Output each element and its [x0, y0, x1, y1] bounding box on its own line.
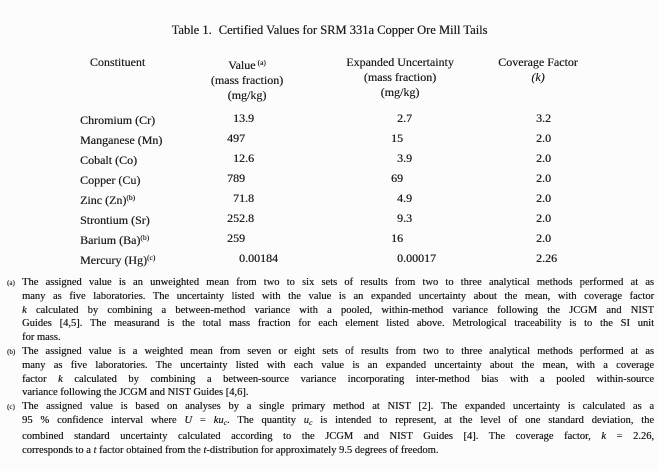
uncertainty-int: 3 [397, 151, 403, 165]
footnote-text-segment: c [308, 417, 313, 427]
footnote-text-segment: t [203, 444, 207, 456]
uncertainty-int: 69 [391, 171, 403, 185]
value-frac: .6 [245, 151, 254, 165]
uncertainty-frac: .9 [403, 191, 412, 205]
footnote-line [22, 386, 654, 400]
col-header-uncertainty-unit1: (mass fraction) [363, 70, 437, 84]
coverage-int: 3 [536, 111, 542, 125]
table-title-text: Certified Values for SRM 331a Copper Ore Mill Tails [218, 23, 488, 37]
col-header-coverage-symbol: (k) [531, 70, 545, 84]
footnote-text-segment: factor obtained from the [96, 444, 204, 456]
col-header-value [160, 55, 334, 103]
footnote-text-segment: many as five laboratories. The uncertainty listed with the value is an expanded uncertainty about the mean, with coverage factor [22, 290, 654, 302]
uncertainty-cell [330, 168, 480, 188]
footnote-text-segment: . The quantity [226, 414, 304, 426]
uncertainty-int: 16 [391, 231, 403, 245]
coverage-int: 2 [536, 171, 542, 185]
table-row [0, 128, 659, 148]
value-int: 13 [233, 111, 245, 125]
col-header-value-label: Value [228, 58, 256, 72]
constituent-footnote-ref: (b) [140, 233, 150, 242]
footnote-b [7, 345, 654, 400]
coverage-frac: .0 [542, 211, 551, 225]
footnote-text-segment: t [93, 444, 97, 456]
table-row [0, 208, 659, 228]
uncertainty-int: 15 [391, 131, 403, 145]
footnote-line [22, 317, 654, 331]
coverage-frac: .26 [542, 251, 557, 265]
constituent-name: Cobalt (Co) [80, 153, 137, 167]
value-int: 12 [233, 151, 245, 165]
footnote-text-segment: 95 % confidence interval where [22, 414, 185, 426]
footnote-text-segment: u [303, 414, 309, 426]
footnote-ref-a: (a) [257, 58, 266, 67]
footnote-text-segment: calculated by combining a between-method variance with a pooled, within-method variance following the JCGM and NIST [26, 304, 654, 316]
coverage-int: 2 [536, 251, 542, 265]
constituent-name: Copper (Cu) [80, 173, 141, 187]
value-frac: .9 [245, 111, 254, 125]
coverage-cell [480, 188, 655, 208]
col-header-value-unit2: (mg/kg) [227, 88, 267, 102]
col-header-uncertainty [320, 55, 480, 100]
coverage-cell [480, 228, 655, 248]
uncertainty-frac: .3 [403, 211, 412, 225]
col-header-constituent [60, 55, 175, 70]
table-row [0, 228, 659, 248]
footnote-line [22, 331, 654, 345]
constituent-name: Zinc (Zn) [80, 193, 127, 207]
constituent-name: Barium (Ba) [80, 233, 141, 247]
footnote-text-segment: = [191, 414, 214, 426]
footnote-line [22, 345, 654, 359]
footnote-marker: (a) [7, 279, 15, 287]
uncertainty-int: 2 [397, 111, 403, 125]
uncertainty-frac: .7 [403, 111, 412, 125]
footnote-a [7, 276, 654, 345]
table-row [0, 248, 659, 268]
value-int: 497 [227, 131, 245, 145]
footnote-text-segment: k [601, 430, 606, 442]
value-cell [160, 128, 330, 148]
table-title [0, 23, 659, 38]
value-frac: .8 [245, 191, 254, 205]
footnote-text-segment: Guides [4,5]. The measurand is the total mass fraction for each element listed above. Metrological traceability is to the SI unit [22, 318, 654, 330]
uncertainty-int: 4 [397, 191, 403, 205]
footnote-line [22, 414, 654, 430]
uncertainty-cell [330, 208, 480, 228]
footnote-line [22, 444, 654, 458]
footnote-line [22, 359, 654, 373]
uncertainty-frac: .00017 [403, 251, 436, 265]
footnote-line [22, 276, 654, 290]
footnote-line [22, 290, 654, 304]
col-header-constituent-label: Constituent [89, 55, 146, 69]
footnote-text-segment: factor [22, 373, 59, 385]
footnote-text-segment: k [58, 373, 63, 385]
uncertainty-cell [330, 108, 480, 128]
footnote-line [22, 304, 654, 318]
coverage-frac: .0 [542, 151, 551, 165]
footnote-text-segment: corresponds to a [22, 444, 94, 456]
coverage-frac: .0 [542, 171, 551, 185]
col-header-uncertainty-label: Expanded Uncertainty [346, 55, 454, 69]
footnote-text-segment: for mass. [22, 332, 61, 344]
uncertainty-int: 0 [397, 251, 403, 265]
table-title-label: Table 1. [171, 23, 212, 37]
value-frac: .8 [245, 211, 254, 225]
uncertainty-int: 9 [397, 211, 403, 225]
value-cell [160, 148, 330, 168]
coverage-frac: .0 [542, 231, 551, 245]
footnote-text-segment: calculated by combining a between-source variance incorporating inter-method bias with a pooled within-source [62, 373, 654, 385]
value-int: 71 [233, 191, 245, 205]
coverage-frac: .0 [542, 191, 551, 205]
footnote-text-segment: = 2.26, [605, 430, 654, 442]
value-cell [160, 208, 330, 228]
table-row [0, 168, 659, 188]
coverage-int: 2 [536, 191, 542, 205]
footnote-text-segment: variance following the JCGM and NIST Guides [4,6]. [22, 387, 249, 399]
coverage-int: 2 [536, 211, 542, 225]
footnote-text-segment: is intended to represent, at the level of one standard deviation, the [312, 414, 655, 426]
value-cell [160, 248, 330, 268]
coverage-cell [480, 108, 655, 128]
coverage-int: 2 [536, 131, 542, 145]
footnote-text-segment: -distribution for approximately 9.5 degrees of freedom. [206, 444, 439, 456]
value-cell [160, 108, 330, 128]
uncertainty-cell [330, 228, 480, 248]
coverage-frac: .0 [542, 131, 551, 145]
value-int: 252 [227, 211, 245, 225]
coverage-int: 2 [536, 231, 542, 245]
footnote-line [22, 400, 654, 414]
value-int: 259 [227, 231, 245, 245]
footnote-text-segment: The assigned value is an unweighted mean from two to six sets of results from two to three analytical methods performed at as [22, 277, 654, 288]
table-row [0, 148, 659, 168]
coverage-cell [480, 148, 655, 168]
coverage-cell [480, 208, 655, 228]
uncertainty-cell [330, 188, 480, 208]
footnote-line [22, 373, 654, 387]
coverage-cell [480, 128, 655, 148]
constituent-footnote-ref: (c) [146, 253, 156, 262]
footnote-text-segment: c [223, 417, 227, 427]
col-header-coverage [470, 55, 606, 85]
constituent-name: Strontium (Sr) [80, 213, 150, 227]
footnote-text-segment: k [22, 304, 27, 316]
value-frac: .00184 [245, 251, 278, 265]
coverage-cell [480, 248, 655, 268]
footnote-text-segment: The assigned value is based on analyses by a single primary method at NIST [2]. The expanded uncertainty is calculated as a [22, 401, 654, 413]
value-int: 789 [227, 171, 245, 185]
constituent-footnote-ref: (b) [126, 193, 136, 202]
uncertainty-cell [330, 148, 480, 168]
footnote-text-segment: combined standard uncertainty calculated according to the JCGM and NIST Guides [4]. The coverage factor, [22, 430, 602, 442]
constituent-name: Chromium (Cr) [80, 113, 155, 127]
uncertainty-cell [330, 248, 480, 268]
table-row [0, 108, 659, 128]
footnote-marker: (c) [7, 403, 15, 412]
value-cell [160, 188, 330, 208]
constituent-name: Mercury (Hg) [80, 253, 147, 267]
footnote-c [7, 400, 655, 457]
col-header-uncertainty-unit2: (mg/kg) [380, 85, 420, 99]
coverage-int: 2 [536, 151, 542, 165]
uncertainty-frac: .9 [403, 151, 412, 165]
footnotes [7, 276, 655, 457]
constituent-name: Manganese (Mn) [80, 133, 163, 147]
table-rows [0, 108, 659, 268]
footnote-text-segment: ku [213, 414, 224, 426]
table-row [0, 188, 659, 208]
value-cell [160, 168, 330, 188]
uncertainty-cell [330, 128, 480, 148]
footnote-text-segment: The assigned value is a weighted mean from seven or eight sets of results from two to three analytical methods performed at as [22, 345, 654, 357]
footnote-marker: (b) [7, 347, 16, 356]
footnote-text-segment: many as five laboratories. The uncertainty listed with each value is an expanded uncertainty about the mean, with a coverage [22, 359, 654, 371]
coverage-frac: .2 [542, 111, 551, 125]
coverage-cell [480, 168, 655, 188]
value-cell [160, 228, 330, 248]
col-header-coverage-label: Coverage Factor [498, 55, 578, 69]
value-int: 0 [239, 251, 245, 265]
col-header-value-unit1: (mass fraction) [210, 73, 284, 87]
footnote-text-segment: U [184, 414, 192, 426]
footnote-line [22, 430, 654, 444]
